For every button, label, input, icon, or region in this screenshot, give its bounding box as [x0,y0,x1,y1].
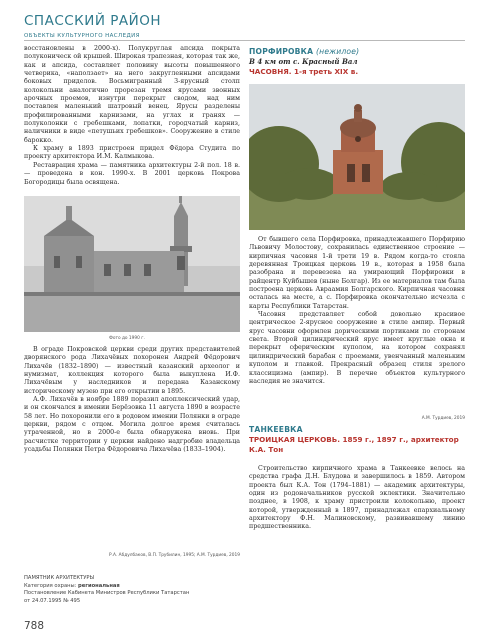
church-photo-bw [24,196,240,332]
paragraph: А.Ф. Лихачёв в ноябре 1889 поразил апоплексический удар, и он скончался в имении Берёзовка 11 августа 1890 в возрасте 58 лет. Но похоронили его в родовом имении Полянки в ограде церкви, рядом с отцом. Могила долгое время считалась утраченной, но в 2000-е была обнаружена вновь. При расчистке территории у церкви найдено надгробие владельца усадьбы Полянки Петра Фёдоровича Лихачёва (1833–1904). [24,396,240,454]
header-divider [24,40,465,41]
place-name: ТАНКЕЕВКА [249,425,303,434]
place-name: ПОРФИРОВКА [249,47,314,56]
paragraph: В ограде Покровской церкви среди других представителей дворянского рода Лихачёвых похоронен Андрей Фёдорович Лихачёв (1832–1890) — известный казанский археолог и нумизмат, коллекция которого была выкуплена И.Ф. Лихачёвым у наследников и передана Казанскому историческому музею при его открытии в 1895. [24,346,240,395]
left-column-bottom [24,346,240,454]
place-note: (нежилое) [316,47,360,56]
object-title: ЧАСОВНЯ. 1-я треть XIX в. [249,67,359,76]
paragraph: К храму в 1893 пристроен придел Фёдора Студита по проекту архитектора И.М. Калмыкова. [24,145,240,161]
chapter-subtitle: ОБЪЕКТЫ КУЛЬТУРНОГО НАСЛЕДИЯ [24,33,140,39]
right-column-tankeevka [249,465,465,532]
photo-caption: Фото до 1990 г. [109,336,145,341]
chapel-photo [249,84,465,230]
author-credit: Р.А. Абдулбаков, В.П. Трубилин, 1995; А.М. Турдиев, 2019 [109,553,240,558]
left-column-top [24,45,240,187]
right-column-porfirovka [249,236,465,386]
chapter-title: СПАССКИЙ РАЙОН [24,13,161,29]
paragraph: Часовня представляет собой довольно красивое центрическое 2-ярусное сооружение в стиле ампир. Первый ярус часовни оформлен дорическими портиками по сторонам света. Второй цилиндрический ярус имеет круглые окна и перекрыт сферическим куполом, на котором сохранял цилиндрический барабан с проемами, увенчанный маленьким куполом и главкой. Прекрасный образец стиля зрелого классицизма (ампир). В перечне объектов культурного наследия не значится. [249,311,465,385]
page-number: 788 [24,620,45,632]
monument-category: ПАМЯТНИК АРХИТЕКТУРЫ Категория охраны: региональная Постановление Кабинета Министров Республики Татарстан от 24.07.1995 № 495 [24,575,190,604]
section-tankeevka-header [249,425,465,455]
section-porfirovka-header [249,47,465,77]
paragraph: От бывшего села Порфировка, принадлежавшего Порфирию Львовичу Молостову, сохранилась единственное строение — кирпичная часовня 1-й трети 19 в. Рядом когда-то стояла деревянная Троицкая церковь 19 в., которая в 1958 была разобрана и перевезена на умирающий Порфировки в райцентр Куйбышев (ныне Болгар). Из ее материалов там была построена церковь Авраамия Болгарского. Кирпичная часовня осталась на месте, а с. Порфировка окончательно исчезла с карты Республики Татарстан. [249,236,465,310]
author-credit: А.М. Турдиев, 2019 [421,416,465,421]
paragraph: восстановлены в 2000-х). Полукруглая апсида покрыта полуконическ ой крышей. Широкая трапезная, которая так же, как и апсида, составляет половину высоты повышенного четверика, «наползает» на него закругленными апсидами боковых приделов. Восьмигранный 3-ярусный столп колокольни аналогично прорезан тремя ярусами звонных арочных проемов, изнутри перекрыт сводом, над ним поставлен маленький шатровый венец. Ярусы разделены профилированными карнизами, на углах и гранях — полуколонки с гребешками, лопатки, городчатый карниз, наличники в виде «петушьих гребешков». Сооружение в стиле барокко. [24,45,240,144]
paragraph: Реставрация храма — памятника архитектуры 2-й пол. 18 в. — проведена в кон. 1990-х. В 2001 церковь Покрова Богородицы была освящена. [24,161,240,186]
object-title: ТРОИЦКАЯ ЦЕРКОВЬ. 1859 г., 1897 г., архитектор К.А. Тон [249,435,459,454]
paragraph: Строительство кирпичного храма в Танкеевке велось на средства графа Д.Н. Блудова и завершилось в 1859. Автором проекта был К.А. Тон (1794–1881) — академик архитектуры, один из родоначальников русской эклектики. Значительно позднее, в 1908, к храму пристроили колокольню, проект которой, утвержденный в 1897, принадлежал епархиальному архитектору Ф.Н. Малиновскому, развивавшему линию предшественника. [249,465,465,531]
place-location: В 4 км от с. Красный Вал [249,57,358,66]
